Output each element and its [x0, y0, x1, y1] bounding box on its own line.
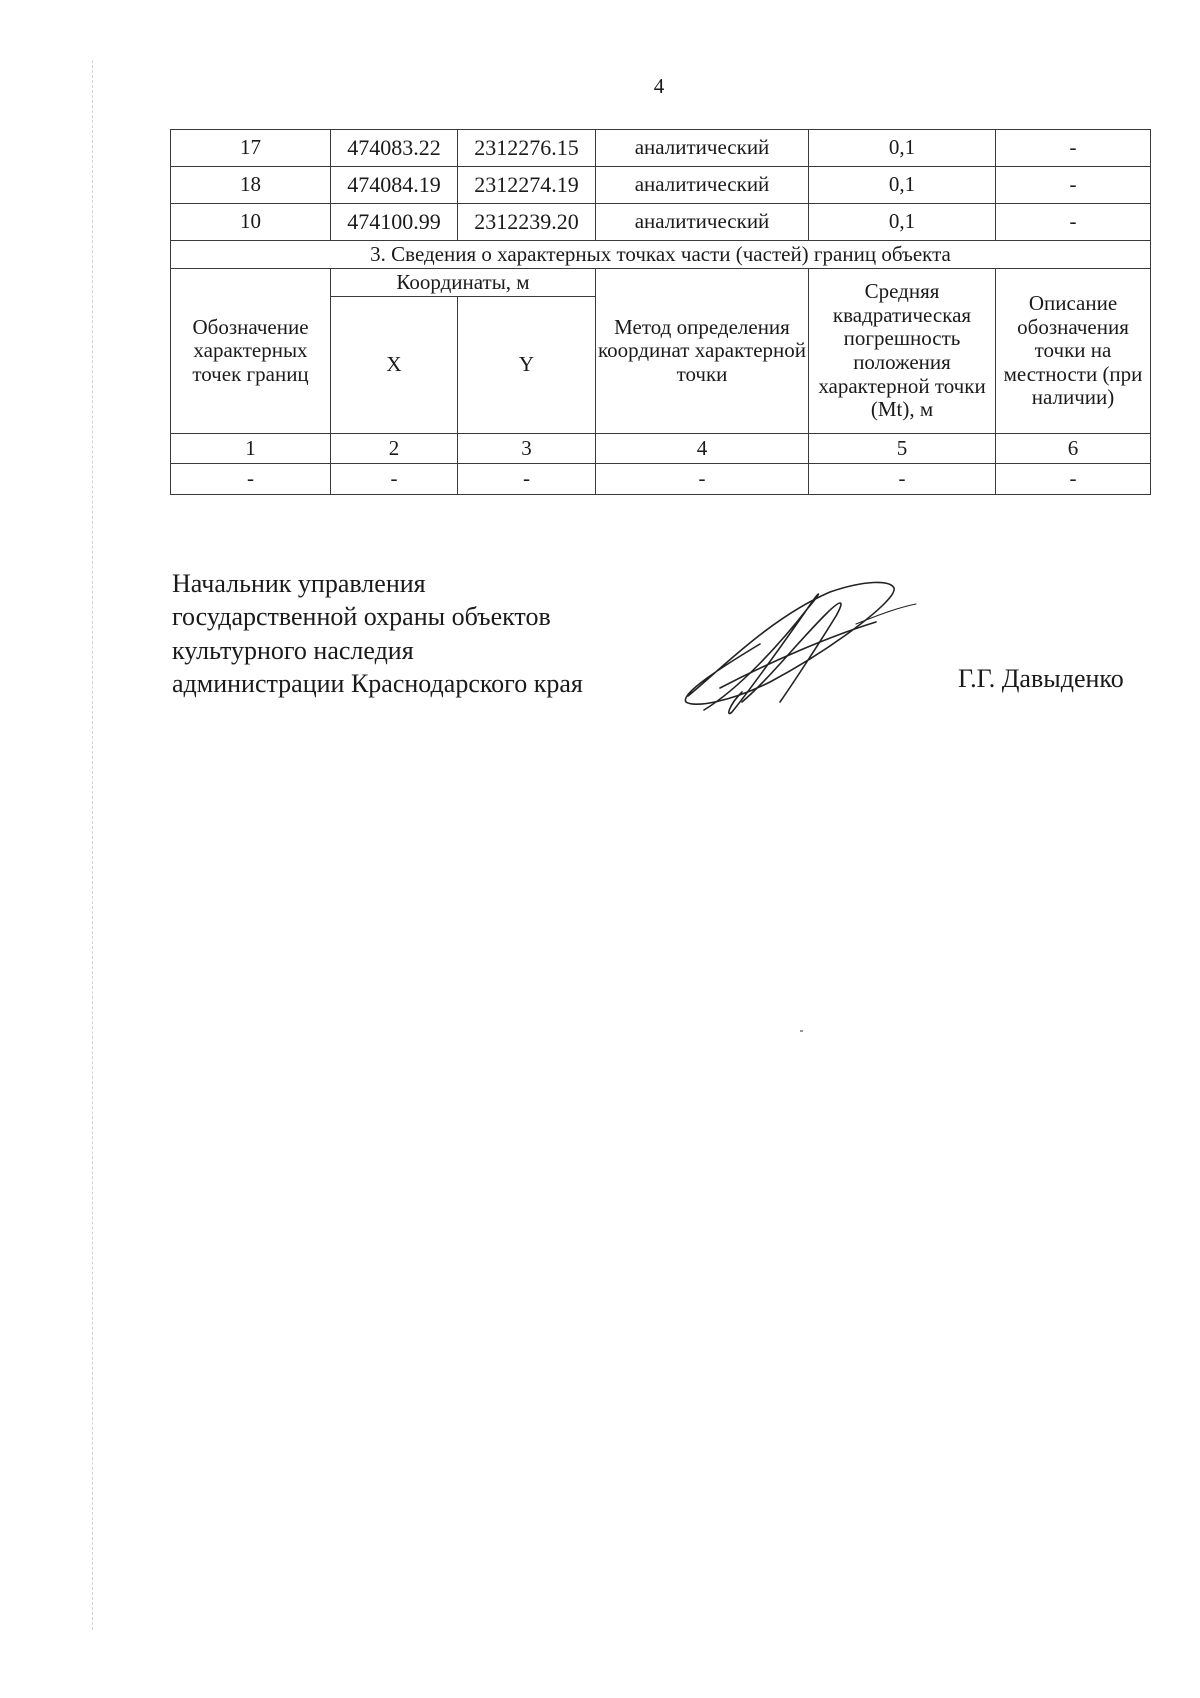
header-designation: Обозначение характерных точек границ	[171, 269, 331, 434]
table-row	[171, 167, 1151, 204]
column-number: 5	[809, 434, 996, 464]
table-row	[171, 204, 1151, 241]
error: 0,1	[809, 167, 996, 204]
error: 0,1	[809, 204, 996, 241]
coord-y: 2312239.20	[458, 204, 596, 241]
header-x: X	[331, 297, 458, 434]
empty-cell: -	[331, 464, 458, 495]
table-row	[171, 130, 1151, 167]
empty-cell: -	[458, 464, 596, 495]
handwritten-signature	[680, 578, 920, 722]
coord-y: 2312276.15	[458, 130, 596, 167]
method: аналитический	[596, 167, 809, 204]
coord-x: 474100.99	[331, 204, 458, 241]
position-line: администрации Краснодарского края	[172, 668, 583, 698]
coord-y: 2312274.19	[458, 167, 596, 204]
description: -	[996, 130, 1151, 167]
empty-cell: -	[996, 464, 1151, 495]
signer-name: Г.Г. Давыденко	[958, 664, 1124, 693]
empty-cell: -	[171, 464, 331, 495]
position-line: государственной охраны объектов	[172, 602, 551, 632]
coord-x: 474083.22	[331, 130, 458, 167]
points-table	[170, 129, 1151, 495]
page-number: 4	[653, 74, 665, 98]
header-coords: Координаты, м	[331, 269, 596, 297]
description: -	[996, 204, 1151, 241]
column-number: 1	[171, 434, 331, 464]
scan-speck	[800, 1030, 803, 1032]
header-error: Средняя квадратическая погрешность положения характерной точки (Mt), м	[809, 269, 996, 434]
coord-x: 474084.19	[331, 167, 458, 204]
error: 0,1	[809, 130, 996, 167]
empty-cell: -	[809, 464, 996, 495]
point-number: 10	[171, 204, 331, 241]
empty-cell: -	[596, 464, 809, 495]
position-line: культурного наследия	[172, 635, 414, 665]
column-number: 2	[331, 434, 458, 464]
header-row	[171, 269, 1151, 297]
column-number: 4	[596, 434, 809, 464]
position-line: Начальник управления	[172, 569, 426, 598]
table-row	[171, 464, 1151, 495]
signer-position	[172, 567, 583, 700]
header-description: Описание обозначения точки на местности (при наличии)	[996, 269, 1151, 434]
header-y: Y	[458, 297, 596, 434]
section-title: 3. Сведения о характерных точках части (частей) границ объекта	[171, 241, 1151, 269]
point-number: 17	[171, 130, 331, 167]
column-number: 3	[458, 434, 596, 464]
point-number: 18	[171, 167, 331, 204]
binding-margin-line	[92, 60, 93, 1630]
method: аналитический	[596, 204, 809, 241]
description: -	[996, 167, 1151, 204]
section-title-row	[171, 241, 1151, 269]
column-numbers-row	[171, 434, 1151, 464]
method: аналитический	[596, 130, 809, 167]
column-number: 6	[996, 434, 1151, 464]
header-method: Метод определения координат характерной точки	[596, 269, 809, 434]
